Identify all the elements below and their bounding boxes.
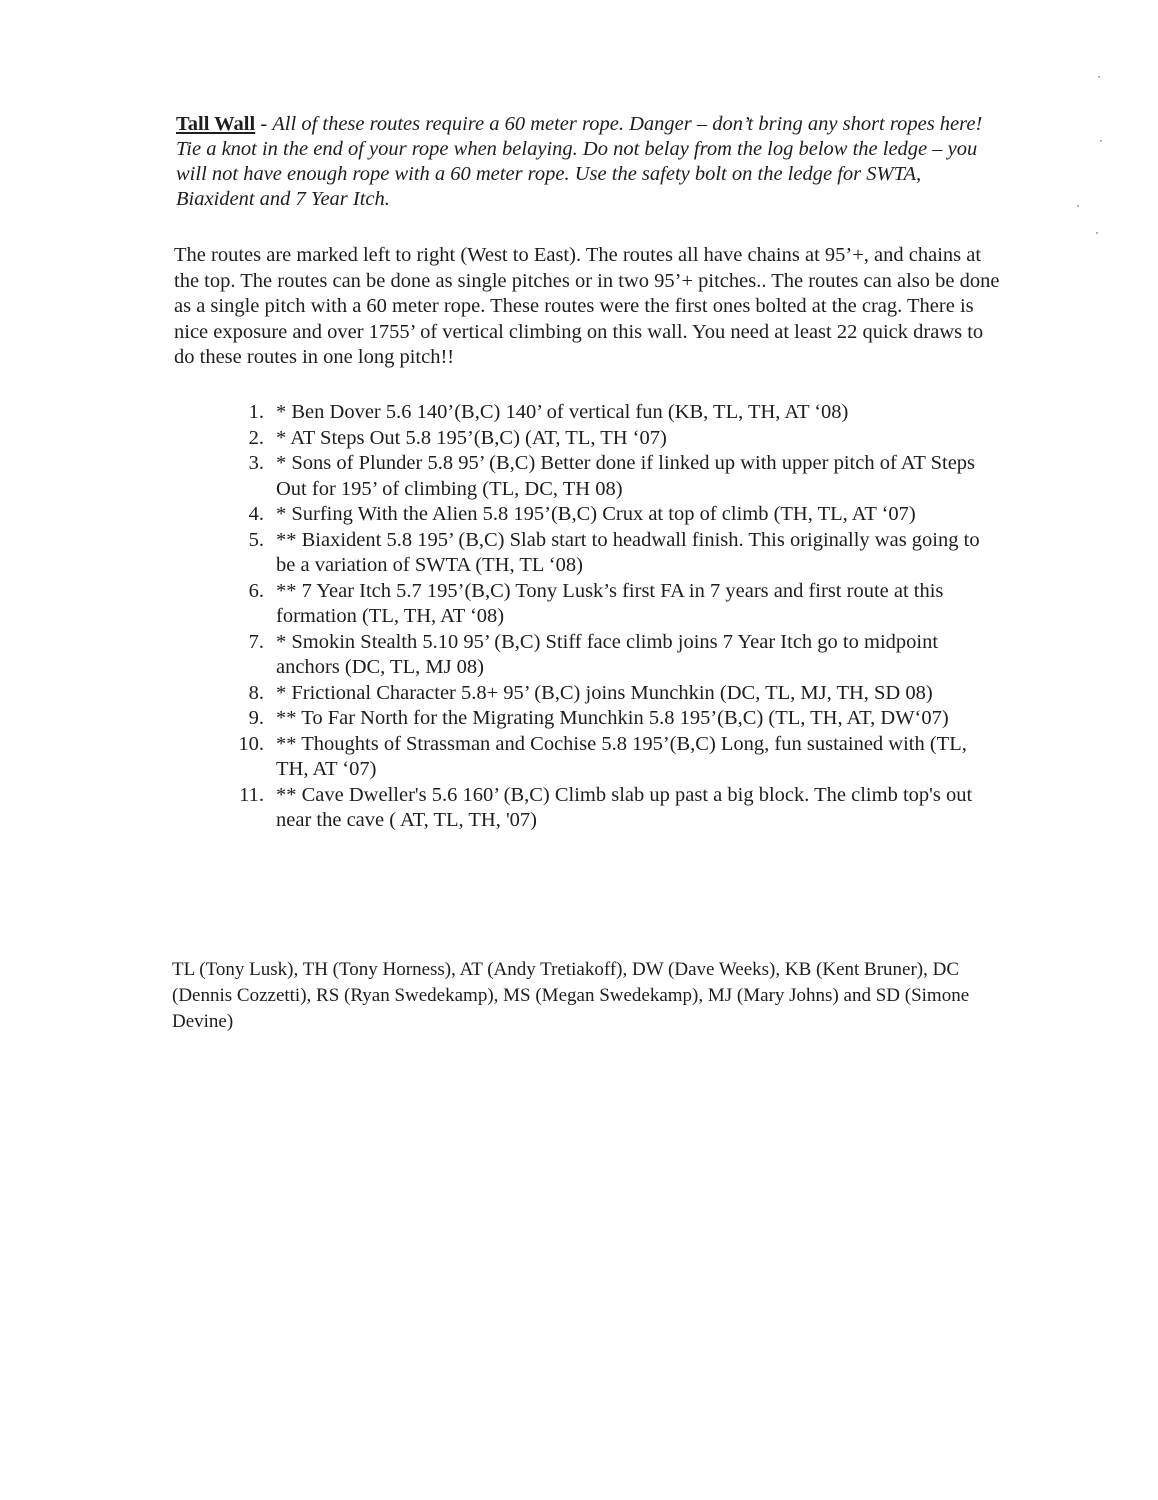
scan-speck bbox=[1096, 232, 1098, 234]
route-text: ** Thoughts of Strassman and Cochise 5.8 195’(B,C) Long, fun sustained with (TL, TH, AT ‘07) bbox=[276, 732, 967, 780]
route-text: * Ben Dover 5.6 140’(B,C) 140’ of vertical fun (KB, TL, TH, AT ‘08) bbox=[276, 401, 849, 423]
page-title: Tall Wall bbox=[176, 113, 256, 135]
route-text: * Frictional Character 5.8+ 95’ (B,C) joins Munchkin (DC, TL, MJ, TH, SD 08) bbox=[276, 681, 933, 704]
rope-warning: All of these routes require a 60 meter rope. Danger – don’t bring any short ropes here! Tie a knot in the end of your rope when belaying. Do not belay from the log below the ledge – you will not have enough rope with a 60 meter rope. Use the safety bolt on the ledge for SWTA, Biaxident and 7 Year Itch. bbox=[176, 113, 983, 210]
route-text: * Smokin Stealth 5.10 95’ (B,C) Stiff face climb joins 7 Year Itch go to midpoint anchors (DC, TL, MJ 08) bbox=[276, 630, 939, 678]
scan-speck bbox=[1077, 205, 1079, 207]
route-number: 9. bbox=[248, 707, 264, 729]
route-number: 7. bbox=[248, 630, 264, 653]
route-number: 3. bbox=[248, 452, 264, 474]
route-item bbox=[232, 783, 1002, 834]
route-item bbox=[232, 579, 1002, 630]
title-separator: - bbox=[255, 113, 273, 135]
route-number: 4. bbox=[248, 503, 264, 525]
route-text: * AT Steps Out 5.8 195’(B,C) (AT, TL, TH ‘07) bbox=[276, 426, 667, 449]
route-list bbox=[232, 400, 1002, 834]
route-text: ** 7 Year Itch 5.7 195’(B,C) Tony Lusk’s first FA in 7 years and first route at this formation (TL, TH, AT ‘08) bbox=[276, 579, 944, 627]
route-text: ** Cave Dweller's 5.6 160’ (B,C) Climb slab up past a big block. The climb top's out near the cave ( AT, TL, TH, '07) bbox=[276, 783, 973, 831]
route-text: * Sons of Plunder 5.8 95’ (B,C) Better done if linked up with upper pitch of AT Steps Out for 195’ of climbing (TL, DC, TH 08) bbox=[276, 452, 976, 500]
scan-speck bbox=[1098, 76, 1100, 78]
route-number: 6. bbox=[248, 579, 264, 602]
intro-paragraph bbox=[176, 112, 996, 212]
route-item bbox=[232, 732, 1002, 783]
route-number: 1. bbox=[248, 401, 264, 423]
route-number: 2. bbox=[248, 426, 264, 449]
route-number: 10. bbox=[238, 732, 264, 755]
initials-legend: TL (Tony Lusk), TH (Tony Horness), AT (Andy Tretiakoff), DW (Dave Weeks), KB (Kent Bruner), DC (Dennis Cozzetti), RS (Ryan Swedekamp), MS (Megan Swedekamp), MJ (Mary Johns) and SD (Simone Devine) bbox=[172, 959, 970, 1032]
route-item bbox=[232, 502, 1002, 528]
route-number: 5. bbox=[248, 528, 264, 551]
route-item bbox=[232, 426, 1002, 452]
description-paragraph: The routes are marked left to right (West to East). The routes all have chains at 95’+, and chains at the top. The routes can be done as single pitches or in two 95’+ pitches.. The routes can also be done as a single pitch with a 60 meter rope. These routes were the first ones bolted at the crag. There is nice exposure and over 1755’ of vertical climbing on this wall. You need at least 22 quick draws to do these routes in one long pitch!! bbox=[174, 244, 1000, 368]
route-item bbox=[232, 400, 1002, 426]
route-item bbox=[232, 451, 1002, 502]
route-item bbox=[232, 528, 1002, 579]
route-item bbox=[232, 630, 1002, 681]
route-text: ** To Far North for the Migrating Munchkin 5.8 195’(B,C) (TL, TH, AT, DW‘07) bbox=[276, 707, 949, 729]
route-text: ** Biaxident 5.8 195’ (B,C) Slab start to headwall finish. This originally was going to be a variation of SWTA (TH, TL ‘08) bbox=[276, 528, 980, 576]
route-number: 11. bbox=[239, 783, 264, 806]
route-item bbox=[232, 706, 1002, 732]
route-number: 8. bbox=[248, 681, 264, 704]
scan-speck bbox=[1100, 140, 1102, 142]
route-text: * Surfing With the Alien 5.8 195’(B,C) Crux at top of climb (TH, TL, AT ‘07) bbox=[276, 503, 916, 525]
route-item bbox=[232, 681, 1002, 707]
